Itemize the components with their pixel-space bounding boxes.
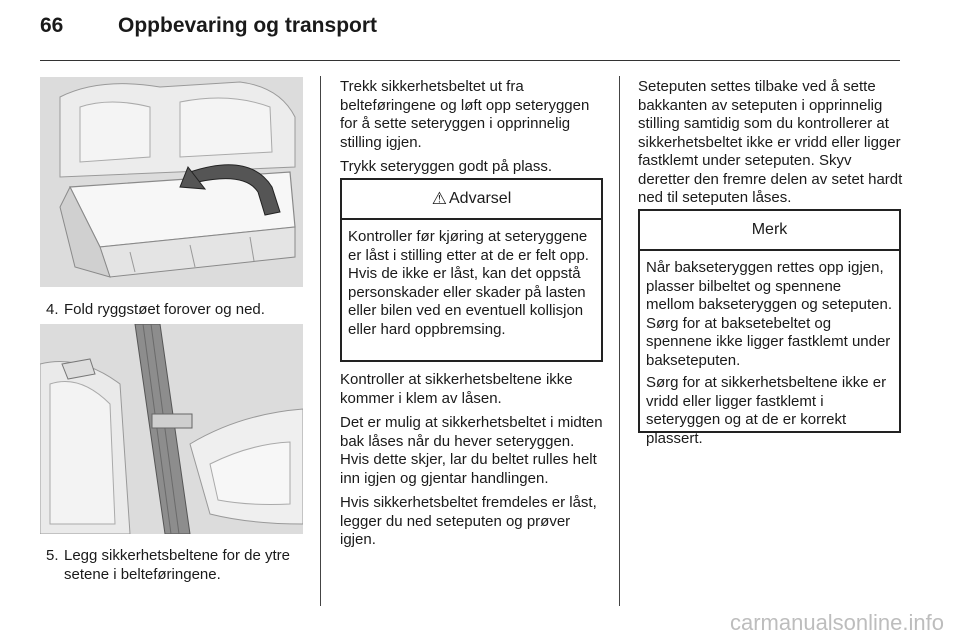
note-text: Når bakseteryggen rettes opp igjen, plasser bilbeltet og spennene mellom bakseteryggen og seteputen. Sørg for at baksetebeltet og spennene ikke ligger fastklemt under bakseteputen. xyxy=(646,259,892,369)
column-divider-2 xyxy=(619,76,620,606)
paragraph: Trykk seteryggen godt på plass. xyxy=(340,158,553,175)
note-body xyxy=(640,251,899,448)
watermark: carmanualsonline.info xyxy=(729,610,944,635)
step-text: Legg sikkerhetsbeltene for de ytre setene i belteføringene. xyxy=(64,547,290,583)
warning-body xyxy=(342,220,601,339)
seat-fold-figure xyxy=(40,77,303,287)
middle-column-bottom xyxy=(340,371,605,556)
header-divider xyxy=(40,60,900,61)
page-title: Oppbevaring og transport xyxy=(118,14,378,37)
paragraph: Trekk sikkerhetsbeltet ut fra belteføringene og løft opp seteryggen for å sette seteryggen i opprinnelig stilling igjen. xyxy=(340,78,590,151)
seat-fold-illustration-icon xyxy=(40,77,303,287)
paragraph: Det er mulig at sikkerhetsbeltet i midten bak låses når du hever seteryggen. Hvis dette skjer, lar du beltet rulles helt inn igjen og gjentar handlingen. xyxy=(340,414,603,487)
note-title: Merk xyxy=(751,221,788,238)
paragraph: Kontroller at sikkerhetsbeltene ikke kommer i klem av låsen. xyxy=(340,371,573,407)
paragraph: Hvis sikkerhetsbeltet fremdeles er låst, legger du ned seteputen og prøver igjen. xyxy=(340,494,597,548)
page-number: 66 xyxy=(40,14,64,37)
step-text: Fold ryggstøet forover og ned. xyxy=(64,301,265,318)
warning-header xyxy=(342,180,601,220)
warning-box xyxy=(340,178,603,362)
step-number: 5. xyxy=(46,547,59,564)
seatbelt-guide-illustration-icon xyxy=(40,324,303,534)
note-text: Sørg for at sikkerhetsbeltene ikke er vridd eller ligger fastklemt i seteryggen og at de er korrekt plassert. xyxy=(646,374,887,447)
seatbelt-guide-figure xyxy=(40,324,303,534)
warning-text: Kontroller før kjøring at seteryggene er låst i stilling etter at de er felt opp. Hvis de ikke er låst, kan det oppstå personskader eller skader på lasten eller bilen ved en eventuell kollisjon eller hard oppbremsing. xyxy=(348,228,589,338)
step-number: 4. xyxy=(46,301,59,318)
middle-column-top xyxy=(340,78,605,183)
note-box xyxy=(638,209,901,447)
right-column-top xyxy=(638,78,903,214)
note-header xyxy=(640,211,899,251)
paragraph: Seteputen settes tilbake ved å sette bakkanten av seteputen i opprinnelig stilling samtidig som du kontrollerer at sikkerhetsbeltet ikke er vridd eller ligger fastklemt under seteputen. Skyv deretter den fremre delen av setet hardt ned til seteputen låses. xyxy=(638,78,903,206)
column-divider-1 xyxy=(320,76,321,606)
warning-title: Advarsel xyxy=(449,190,512,207)
warning-icon: ⚠ xyxy=(431,189,447,208)
